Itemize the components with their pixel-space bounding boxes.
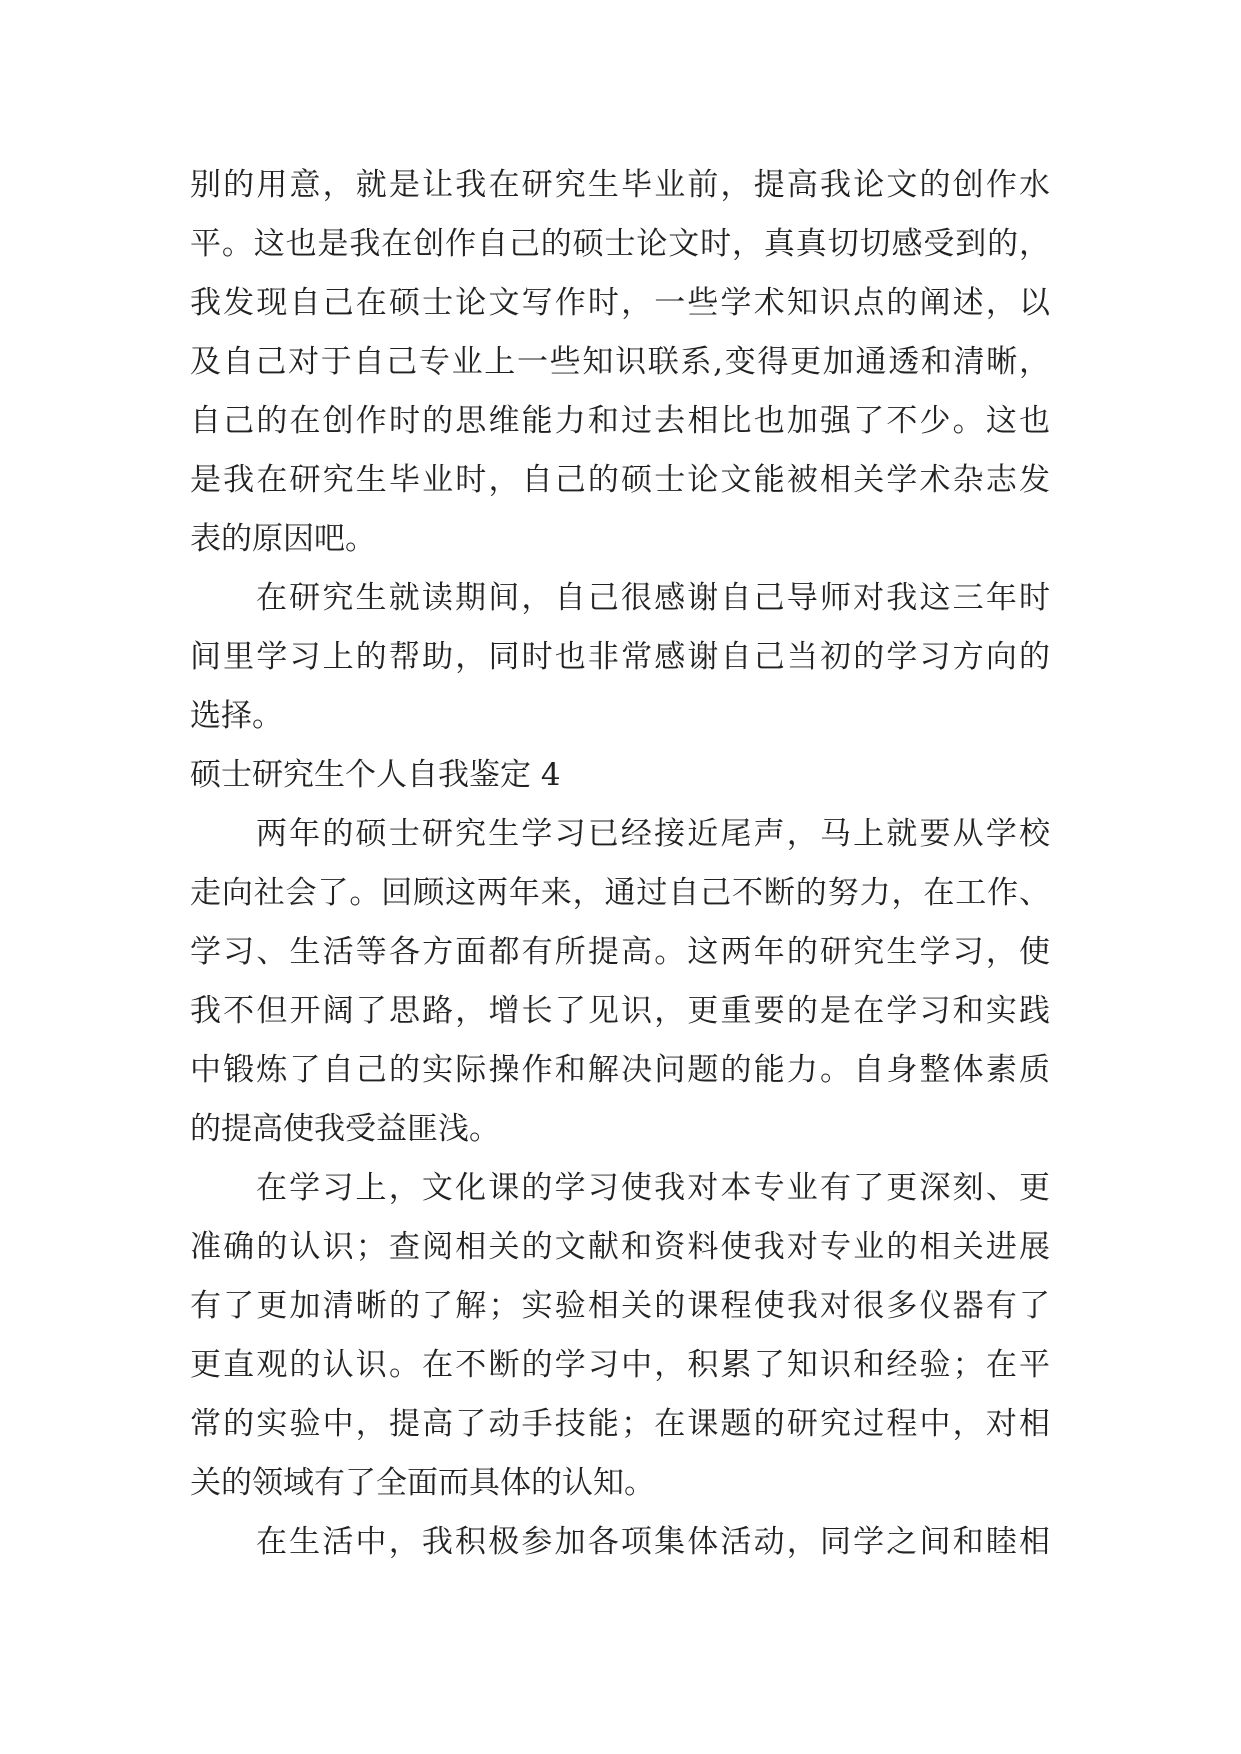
- paragraph-line: 在生活中，我积极参加各项集体活动，同学之间和睦相: [256, 1524, 1050, 1560]
- section-heading: 硕士研究生个人自我鉴定 4: [190, 757, 561, 793]
- paragraph-line: 在研究生就读期间，自己很感谢自己导师对我这三年时: [256, 580, 1050, 616]
- paragraph-line: 常的实验中，提高了动手技能；在课题的研究过程中，对相: [190, 1406, 1050, 1442]
- paragraph-line: 中锻炼了自己的实际操作和解决问题的能力。自身整体素质: [190, 1052, 1050, 1088]
- paragraph-line: 平。这也是我在创作自己的硕士论文时，真真切切感受到的，: [190, 226, 1050, 262]
- paragraph-line: 我发现自己在硕士论文写作时，一些学术知识点的阐述，以: [190, 285, 1050, 321]
- paragraph-line: 我不但开阔了思路，增长了见识，更重要的是在学习和实践: [190, 993, 1050, 1029]
- paragraph-line: 及自己对于自己专业上一些知识联系,变得更加通透和清晰，: [190, 344, 1050, 380]
- paragraph-line: 走向社会了。回顾这两年来，通过自己不断的努力，在工作、: [190, 875, 1050, 911]
- document-body: [190, 156, 1050, 1572]
- paragraph-line: 别的用意，就是让我在研究生毕业前，提高我论文的创作水: [190, 167, 1050, 203]
- paragraph-line: 在学习上，文化课的学习使我对本专业有了更深刻、更: [256, 1170, 1050, 1206]
- paragraph: [190, 156, 1050, 569]
- paragraph-line: 是我在研究生毕业时，自己的硕士论文能被相关学术杂志发: [190, 462, 1050, 498]
- paragraph-line: 准确的认识；查阅相关的文献和资料使我对专业的相关进展: [190, 1229, 1050, 1265]
- paragraph-line: 关的领域有了全面而具体的认知。: [190, 1465, 655, 1501]
- paragraph: [190, 1159, 1050, 1513]
- paragraph-line: 表的原因吧。: [190, 521, 376, 557]
- paragraph-line: 的提高使我受益匪浅。: [190, 1111, 500, 1147]
- paragraph: [190, 805, 1050, 1159]
- paragraph-line: 选择。: [190, 698, 283, 734]
- paragraph-line: 有了更加清晰的了解；实验相关的课程使我对很多仪器有了: [190, 1288, 1050, 1324]
- paragraph-line: 学习、生活等各方面都有所提高。这两年的研究生学习，使: [190, 934, 1050, 970]
- paragraph: [190, 569, 1050, 746]
- paragraph-line: 两年的硕士研究生学习已经接近尾声，马上就要从学校: [256, 816, 1050, 852]
- paragraph-line: 自己的在创作时的思维能力和过去相比也加强了不少。这也: [190, 403, 1050, 439]
- paragraph-line: 间里学习上的帮助，同时也非常感谢自己当初的学习方向的: [190, 639, 1050, 675]
- paragraph-line: 更直观的认识。在不断的学习中，积累了知识和经验；在平: [190, 1347, 1050, 1383]
- paragraph: [190, 1513, 1050, 1572]
